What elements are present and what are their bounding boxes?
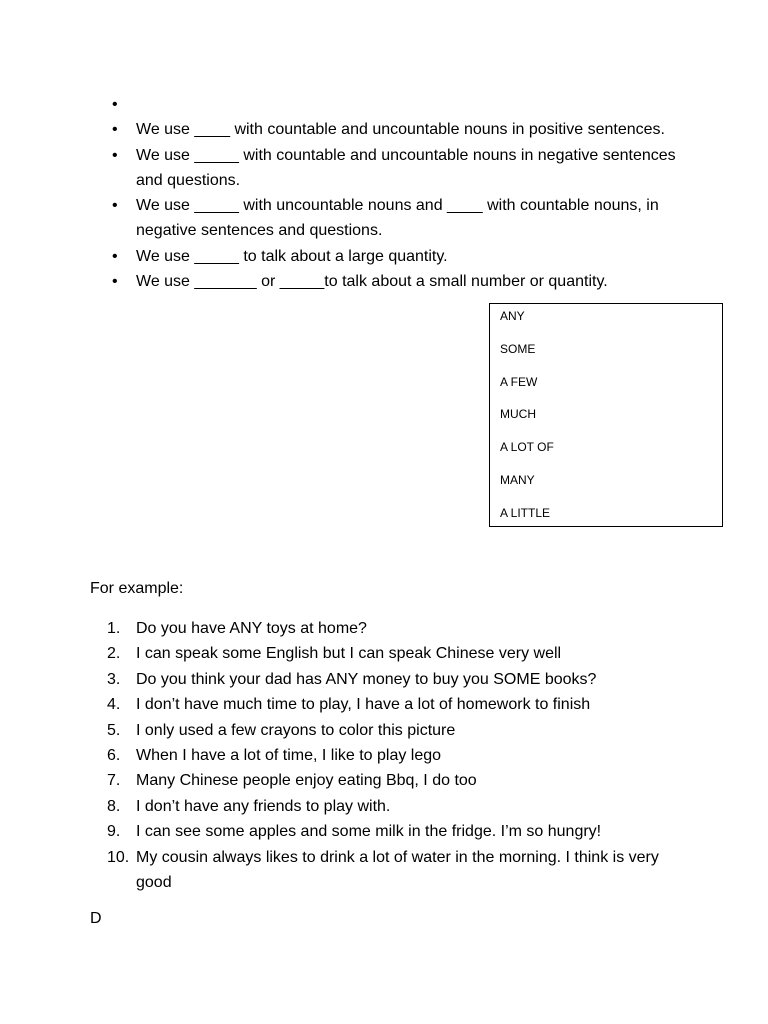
rule-item (112, 117, 692, 142)
grammar-rules-list (112, 92, 692, 294)
example-number: 5. (107, 721, 121, 739)
rule-item (112, 92, 692, 117)
bullet-icon: • (112, 247, 118, 265)
rule-item (112, 193, 692, 244)
word-bank-item: MANY (500, 472, 535, 487)
example-item (107, 616, 687, 641)
rule-text: We use _____ to talk about a large quantity. (136, 247, 448, 265)
example-item (107, 794, 687, 819)
rule-text: We use ____ with countable and uncountable nouns in positive sentences. (136, 121, 665, 139)
rule-text: We use _____ with countable and uncountable nouns in negative sentences and questions. (136, 146, 676, 189)
word-bank-item: SOME (500, 341, 536, 356)
example-text: Many Chinese people enjoy eating Bbq, I do too (136, 772, 477, 790)
rule-text: We use _____ with uncountable nouns and ____ with countable nouns, in negative sentences and questions. (136, 197, 659, 240)
example-heading: For example: (90, 580, 184, 597)
bullet-icon: • (112, 121, 118, 139)
word-bank-item: A LOT OF (500, 440, 554, 455)
word-bank-item: A LITTLE (500, 505, 551, 520)
example-item (107, 743, 687, 768)
example-item (107, 692, 687, 717)
example-number: 10. (107, 848, 130, 866)
example-number: 2. (107, 645, 121, 663)
example-number: 6. (107, 747, 121, 765)
rule-item (112, 269, 692, 294)
example-item (107, 667, 687, 692)
trailing-text: D (90, 910, 102, 927)
example-text: Do you think your dad has ANY money to buy you SOME books? (136, 670, 597, 688)
word-bank-item: ANY (500, 309, 525, 323)
example-item (107, 845, 687, 896)
bullet-icon: • (112, 273, 118, 291)
example-text: I don’t have any friends to play with. (136, 797, 391, 815)
bullet-icon: • (112, 96, 118, 113)
example-text: I can speak some English but I can speak Chinese very well (136, 645, 562, 663)
example-item (107, 819, 687, 844)
example-number: 7. (107, 772, 121, 790)
example-item (107, 718, 687, 743)
example-number: 4. (107, 696, 121, 714)
rule-item (112, 143, 692, 194)
rule-text: We use _______ or _____to talk about a small number or quantity. (136, 273, 608, 291)
example-text: I don’t have much time to play, I have a lot of homework to finish (136, 696, 591, 714)
word-bank-item: MUCH (500, 407, 536, 422)
example-item (107, 768, 687, 793)
word-bank-item: A FEW (500, 374, 538, 389)
example-number: 1. (107, 620, 121, 637)
examples-list (107, 616, 687, 895)
example-number: 8. (107, 797, 121, 815)
example-number: 9. (107, 823, 121, 841)
example-text: I only used a few crayons to color this picture (136, 721, 456, 739)
example-text: My cousin always likes to drink a lot of water in the morning. I think is very good (136, 848, 659, 892)
example-number: 3. (107, 670, 121, 688)
word-bank-box (489, 303, 723, 527)
example-text: When I have a lot of time, I like to play lego (136, 747, 442, 765)
example-item (107, 641, 687, 666)
example-text: I can see some apples and some milk in the fridge. I’m so hungry! (136, 823, 602, 841)
bullet-icon: • (112, 197, 118, 215)
example-text: Do you have ANY toys at home? (136, 620, 367, 637)
rule-item (112, 244, 692, 269)
bullet-icon: • (112, 146, 118, 164)
